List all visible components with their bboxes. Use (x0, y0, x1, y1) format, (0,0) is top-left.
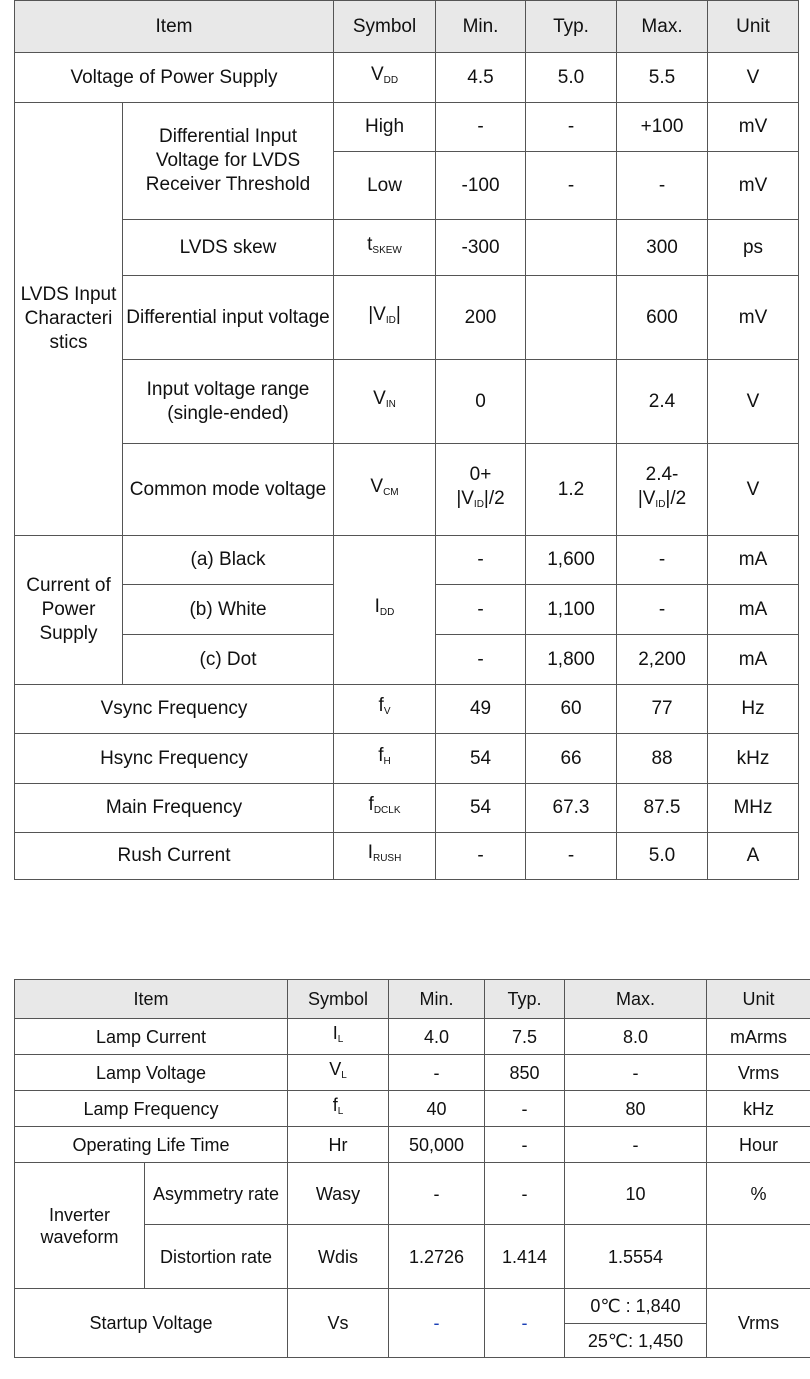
row-typ: 67.3 (526, 784, 617, 833)
row-unit (707, 1225, 810, 1289)
row-unit: Vrms (707, 1055, 810, 1091)
row-min: - (389, 1163, 485, 1225)
row-unit: A (708, 833, 799, 880)
row-symbol: Wasy (288, 1163, 389, 1225)
table-header-row (15, 1, 799, 53)
row-item: Input voltage range (single-ended) (123, 360, 334, 444)
row-symbol: High (334, 103, 436, 152)
row-symbol: $I_{DD}$ (334, 536, 436, 685)
header-item: Item (15, 1, 334, 53)
row-min: - (389, 1055, 485, 1091)
lvds-group-label: LVDS Input Characteri stics (15, 103, 123, 536)
row-symbol: Vs (288, 1289, 389, 1358)
table-row (15, 103, 799, 152)
header-max: Max. (617, 1, 708, 53)
row-unit: kHz (708, 734, 799, 784)
table-row (15, 734, 799, 784)
table-row (15, 685, 799, 734)
row-unit: mA (708, 585, 799, 635)
row-unit: Hour (707, 1127, 810, 1163)
row-min: 0+ $|V_{ID}|/2$ (436, 444, 526, 536)
row-min: - (436, 585, 526, 635)
row-min: 1.2726 (389, 1225, 485, 1289)
row-max: 2.4- $|V_{ID}|/2$ (617, 444, 708, 536)
row-item: Vsync Frequency (15, 685, 334, 734)
row-symbol: $t_{SKEW}$ (334, 220, 436, 276)
row-symbol: Hr (288, 1127, 389, 1163)
table-row (15, 536, 799, 585)
header-min: Min. (389, 980, 485, 1019)
header-symbol: Symbol (288, 980, 389, 1019)
row-typ: - (526, 152, 617, 220)
row-typ: - (526, 103, 617, 152)
row-max-0c: 0℃ : 1,840 (565, 1289, 707, 1324)
table-row (15, 1289, 810, 1324)
row-typ: - (485, 1163, 565, 1225)
row-item: Hsync Frequency (15, 734, 334, 784)
table-row (15, 1127, 810, 1163)
row-unit: % (707, 1163, 810, 1225)
table-row (15, 53, 799, 103)
row-max: 87.5 (617, 784, 708, 833)
row-unit: mArms (707, 1019, 810, 1055)
row-typ: 1,800 (526, 635, 617, 685)
electrical-characteristics-table (14, 0, 799, 880)
row-min: - (389, 1289, 485, 1358)
row-typ: 7.5 (485, 1019, 565, 1055)
row-unit: MHz (708, 784, 799, 833)
row-typ (526, 276, 617, 360)
header-symbol: Symbol (334, 1, 436, 53)
row-max: 10 (565, 1163, 707, 1225)
row-min: - (436, 536, 526, 585)
row-typ (526, 220, 617, 276)
row-symbol: $f_{DCLK}$ (334, 784, 436, 833)
row-max: 77 (617, 685, 708, 734)
row-symbol: $f_V$ (334, 685, 436, 734)
row-item: Lamp Current (15, 1019, 288, 1055)
row-max-25c: 25℃: 1,450 (565, 1324, 707, 1358)
row-min: -300 (436, 220, 526, 276)
row-unit: Vrms (707, 1289, 810, 1358)
row-typ: 1.414 (485, 1225, 565, 1289)
row-min: 54 (436, 784, 526, 833)
row-max: - (617, 152, 708, 220)
row-max: 600 (617, 276, 708, 360)
header-item: Item (15, 980, 288, 1019)
row-unit: mA (708, 536, 799, 585)
header-max: Max. (565, 980, 707, 1019)
row-unit: V (708, 444, 799, 536)
lamp-characteristics-table (14, 979, 810, 1358)
row-item: (b) White (123, 585, 334, 635)
table-row (15, 1019, 810, 1055)
row-typ: 1.2 (526, 444, 617, 536)
row-item: Lamp Voltage (15, 1055, 288, 1091)
row-typ: 1,100 (526, 585, 617, 635)
row-min: 40 (389, 1091, 485, 1127)
row-typ: 66 (526, 734, 617, 784)
row-min: -100 (436, 152, 526, 220)
row-min: - (436, 833, 526, 880)
row-min: 50,000 (389, 1127, 485, 1163)
row-typ: - (526, 833, 617, 880)
row-typ: - (485, 1289, 565, 1358)
row-min: 4.5 (436, 53, 526, 103)
row-item: Common mode voltage (123, 444, 334, 536)
row-max: 2,200 (617, 635, 708, 685)
row-item: Lamp Frequency (15, 1091, 288, 1127)
table-row (15, 784, 799, 833)
row-unit: Hz (708, 685, 799, 734)
row-unit: mV (708, 152, 799, 220)
row-typ: - (485, 1127, 565, 1163)
row-item: Asymmetry rate (145, 1163, 288, 1225)
table-row (15, 1163, 810, 1225)
row-unit: mA (708, 635, 799, 685)
table-header-row (15, 980, 810, 1019)
header-unit: Unit (708, 1, 799, 53)
row-typ: 1,600 (526, 536, 617, 585)
row-typ: 850 (485, 1055, 565, 1091)
row-item: Voltage of Power Supply (15, 53, 334, 103)
row-symbol: $f_H$ (334, 734, 436, 784)
row-max: - (565, 1127, 707, 1163)
row-item: Operating Life Time (15, 1127, 288, 1163)
row-symbol: $|V_{ID}|$ (334, 276, 436, 360)
row-unit: kHz (707, 1091, 810, 1127)
row-item: Distortion rate (145, 1225, 288, 1289)
current-group-label: Current of Power Supply (15, 536, 123, 685)
row-symbol: Wdis (288, 1225, 389, 1289)
table-row (15, 833, 799, 880)
row-max: +100 (617, 103, 708, 152)
row-symbol: $I_{RUSH}$ (334, 833, 436, 880)
row-symbol: Low (334, 152, 436, 220)
row-symbol: $V_{CM}$ (334, 444, 436, 536)
row-max: 88 (617, 734, 708, 784)
row-item: Startup Voltage (15, 1289, 288, 1358)
row-max: 8.0 (565, 1019, 707, 1055)
row-unit: V (708, 360, 799, 444)
row-min: - (436, 103, 526, 152)
row-typ (526, 360, 617, 444)
row-item: LVDS skew (123, 220, 334, 276)
header-typ: Typ. (526, 1, 617, 53)
row-symbol: $V_L$ (288, 1055, 389, 1091)
row-max: - (565, 1055, 707, 1091)
row-min: 54 (436, 734, 526, 784)
row-min: 49 (436, 685, 526, 734)
inverter-group-label: Inverter waveform (15, 1163, 145, 1289)
row-min: 0 (436, 360, 526, 444)
row-min: 4.0 (389, 1019, 485, 1055)
row-max: - (617, 585, 708, 635)
row-typ: 5.0 (526, 53, 617, 103)
row-unit: ps (708, 220, 799, 276)
row-item: Rush Current (15, 833, 334, 880)
row-max: 5.0 (617, 833, 708, 880)
header-min: Min. (436, 1, 526, 53)
row-typ: 60 (526, 685, 617, 734)
table-row (15, 220, 799, 276)
row-item: (a) Black (123, 536, 334, 585)
row-symbol: $I_L$ (288, 1019, 389, 1055)
row-item: (c) Dot (123, 635, 334, 685)
row-min: 200 (436, 276, 526, 360)
row-item: Differential Input Voltage for LVDS Receiver Threshold (123, 103, 334, 220)
table-row (15, 276, 799, 360)
table-row (15, 1091, 810, 1127)
table-row (15, 1055, 810, 1091)
table-row (15, 444, 799, 536)
row-min: - (436, 635, 526, 685)
row-symbol: $V_{IN}$ (334, 360, 436, 444)
row-symbol: $f_L$ (288, 1091, 389, 1127)
row-max: 2.4 (617, 360, 708, 444)
header-typ: Typ. (485, 980, 565, 1019)
row-max: 80 (565, 1091, 707, 1127)
row-item: Main Frequency (15, 784, 334, 833)
row-unit: V (708, 53, 799, 103)
row-max: 5.5 (617, 53, 708, 103)
row-max: 1.5554 (565, 1225, 707, 1289)
row-item: Differential input voltage (123, 276, 334, 360)
row-max: - (617, 536, 708, 585)
row-max: 300 (617, 220, 708, 276)
row-typ: - (485, 1091, 565, 1127)
row-unit: mV (708, 103, 799, 152)
table-row (15, 360, 799, 444)
row-symbol: $V_{DD}$ (334, 53, 436, 103)
row-unit: mV (708, 276, 799, 360)
header-unit: Unit (707, 980, 810, 1019)
